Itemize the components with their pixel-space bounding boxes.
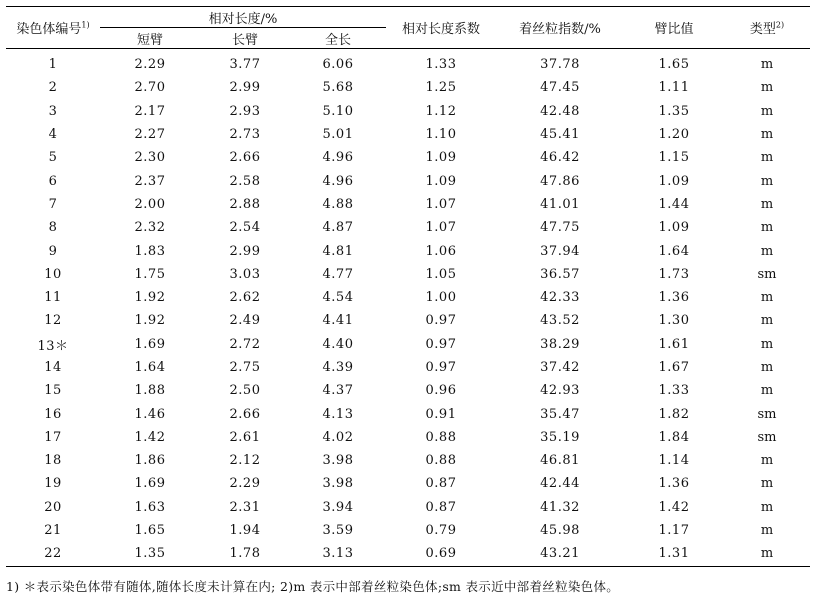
cell-long-arm: 2.75 [229,360,261,375]
cell-chromosome-no: 10 [44,266,62,282]
cell-long-arm: 2.61 [229,429,261,445]
cell-relative-length-coefficient: 1.25 [425,80,457,96]
cell-short-arm: 1.92 [134,313,166,329]
cell-arm-ratio: 1.09 [658,173,690,189]
table-row [6,49,810,77]
cell-short-arm: 1.65 [134,523,166,539]
cell-centromeric-index: 37.42 [540,360,580,375]
cell-relative-length-coefficient: 1.05 [425,266,457,282]
cell-arm-ratio: 1.82 [658,406,690,422]
cell-centromeric-index: 47.86 [540,173,580,189]
cell-total-length: 4.54 [322,290,354,306]
cell-centromeric-index: 45.41 [540,127,580,143]
cell-type: m [760,523,774,539]
cell-arm-ratio: 1.09 [658,220,690,236]
cell-chromosome-no: 9 [48,243,58,259]
cell-long-arm: 2.50 [229,383,261,399]
table-header [6,7,810,49]
cell-centromeric-index: 38.29 [540,336,580,352]
cell-chromosome-no: 16 [44,406,62,422]
cell-arm-ratio: 1.61 [658,336,690,352]
cell-centromeric-index: 45.98 [540,523,580,539]
cell-short-arm: 2.32 [134,220,166,236]
cell-centromeric-index: 46.81 [540,453,580,469]
table-row [6,146,810,169]
cell-type: m [760,476,774,492]
cell-chromosome-no: 7 [48,196,58,212]
cell-centromeric-index: 37.78 [540,57,580,73]
cell-chromosome-no: 22 [6,542,100,566]
cell-short-arm: 2.29 [134,57,166,73]
table-body [6,49,810,567]
cell-relative-length-coefficient: 1.09 [425,173,457,189]
cell-centromeric-index: 43.21 [496,542,624,566]
cell-total-length: 3.98 [322,476,354,492]
header-centromeric-index: 着丝粒指数/% [496,7,624,49]
cell-arm-ratio: 1.64 [658,243,690,259]
cell-type: m [760,453,774,469]
cell-relative-length-coefficient: 0.87 [425,476,457,492]
cell-total-length: 4.02 [322,429,354,445]
cell-long-arm: 2.12 [229,453,261,469]
cell-short-arm: 1.46 [134,406,166,422]
cell-short-arm: 2.00 [134,196,166,212]
header-total-length: 全长 [290,28,386,49]
cell-centromeric-index: 47.75 [540,220,580,236]
cell-long-arm: 2.66 [229,150,261,166]
cell-long-arm: 1.94 [229,523,261,539]
cell-relative-length-coefficient: 1.10 [425,127,457,143]
cell-centromeric-index: 47.45 [540,80,580,96]
header-arm-ratio: 臂比值 [624,7,724,49]
cell-chromosome-no: 8 [48,220,58,236]
cell-type: m [760,383,774,399]
cell-arm-ratio: 1.67 [658,360,690,375]
table-row [6,216,810,239]
cell-short-arm: 1.35 [100,542,200,566]
table-row [6,542,810,566]
cell-short-arm: 2.70 [134,80,166,96]
cell-centromeric-index: 43.52 [540,313,580,329]
cell-total-length: 4.96 [322,173,354,189]
cell-type: m [760,80,774,96]
cell-chromosome-no: 5 [48,150,58,166]
table-row [6,472,810,495]
cell-total-length: 3.98 [322,453,354,469]
cell-total-length: 5.10 [322,103,354,119]
cell-type: m [760,57,774,73]
cell-long-arm: 2.62 [229,290,261,306]
header-relative-length-group: 相对长度/% [100,7,386,28]
cell-type: m [760,243,774,259]
cell-total-length: 4.96 [322,150,354,166]
cell-arm-ratio: 1.30 [658,313,690,329]
header-chromosome-no-label: 染色体编号 [16,22,82,37]
cell-relative-length-coefficient: 0.96 [425,383,457,399]
cell-chromosome-no: 18 [44,453,62,469]
table-row [6,309,810,332]
table-row [6,426,810,449]
table-row [6,356,810,379]
cell-chromosome-no: 19 [44,476,62,492]
cell-total-length: 4.77 [322,266,354,282]
cell-relative-length-coefficient: 1.07 [425,220,457,236]
cell-chromosome-no: 17 [44,429,62,445]
cell-relative-length-coefficient: 1.09 [425,150,457,166]
cell-centromeric-index: 36.57 [540,266,580,282]
cell-total-length: 4.40 [322,336,354,352]
cell-centromeric-index: 35.47 [540,406,580,422]
table-row [6,169,810,192]
cell-relative-length-coefficient: 1.33 [425,57,457,73]
cell-centromeric-index: 41.32 [540,499,580,515]
cell-short-arm: 1.75 [134,266,166,282]
cell-total-length: 3.59 [322,523,354,539]
cell-long-arm: 2.49 [229,313,261,329]
cell-relative-length-coefficient: 0.69 [386,542,496,566]
cell-arm-ratio: 1.36 [658,476,690,492]
cell-type: sm [757,266,777,282]
cell-short-arm: 2.37 [134,173,166,189]
cell-arm-ratio: 1.20 [658,127,690,143]
cell-long-arm: 2.29 [229,476,261,492]
header-type-sup: 2) [775,20,785,30]
cell-arm-ratio: 1.14 [658,453,690,469]
cell-relative-length-coefficient: 0.87 [425,499,457,515]
cell-arm-ratio: 1.42 [658,499,690,515]
cell-long-arm: 2.99 [229,243,261,259]
cell-centromeric-index: 42.44 [540,476,580,492]
cell-total-length: 4.39 [322,360,354,375]
header-type-label: 类型 [749,22,776,37]
cell-long-arm: 2.58 [229,173,261,189]
cell-long-arm: 2.93 [229,103,261,119]
table-row [6,402,810,425]
cell-long-arm: 2.31 [229,499,261,515]
footnote: 1) ＊表示染色体带有随体,随体长度未计算在内; 2)m 表示中部着丝粒染色体;sm 表示近中部着丝粒染色体。 [6,579,620,594]
cell-centromeric-index: 46.42 [540,150,580,166]
cell-total-length: 6.06 [322,57,354,73]
cell-chromosome-no: 14 [44,360,62,375]
header-long-arm: 长臂 [200,28,290,49]
cell-long-arm: 3.77 [229,57,261,73]
table-row [6,379,810,402]
cell-total-length: 4.88 [322,196,354,212]
table-row [6,123,810,146]
cell-relative-length-coefficient: 1.07 [425,196,457,212]
cell-total-length: 4.13 [322,406,354,422]
cell-chromosome-no: 12 [44,313,62,329]
cell-type: m [760,290,774,306]
cell-long-arm: 1.78 [200,542,290,566]
cell-chromosome-no: 4 [48,127,58,143]
cell-chromosome-no: 6 [48,173,58,189]
cell-arm-ratio: 1.73 [658,266,690,282]
cell-long-arm: 2.88 [229,196,261,212]
cell-type: m [760,127,774,143]
cell-centromeric-index: 37.94 [540,243,580,259]
karyotype-table [6,6,810,567]
cell-chromosome-no: 13＊ [37,338,69,354]
cell-centromeric-index: 41.01 [540,196,580,212]
cell-short-arm: 1.64 [134,360,166,375]
cell-chromosome-no: 1 [48,57,58,73]
header-chromosome-no [6,7,100,49]
cell-relative-length-coefficient: 1.06 [425,243,457,259]
cell-centromeric-index: 42.48 [540,103,580,119]
table-row [6,193,810,216]
cell-total-length: 4.41 [322,313,354,329]
cell-chromosome-no: 20 [44,499,62,515]
cell-relative-length-coefficient: 1.12 [425,103,457,119]
cell-long-arm: 2.73 [229,127,261,143]
cell-arm-ratio: 1.44 [658,196,690,212]
cell-total-length: 3.94 [322,499,354,515]
cell-type: m [760,150,774,166]
header-short-arm: 短臂 [100,28,200,49]
table-row [6,286,810,309]
header-relative-length-coefficient: 相对长度系数 [386,7,496,49]
cell-type: m [760,360,774,375]
cell-short-arm: 1.83 [134,243,166,259]
table-row [6,76,810,99]
cell-type: sm [757,406,777,422]
cell-short-arm: 1.88 [134,383,166,399]
cell-chromosome-no: 11 [44,290,62,306]
cell-long-arm: 2.54 [229,220,261,236]
table-row [6,496,810,519]
cell-long-arm: 2.72 [229,336,261,352]
cell-short-arm: 1.86 [134,453,166,469]
cell-arm-ratio: 1.17 [658,523,690,539]
cell-arm-ratio: 1.31 [624,542,724,566]
cell-total-length: 4.81 [322,243,354,259]
table-row [6,333,810,356]
cell-arm-ratio: 1.65 [658,57,690,73]
cell-type: m [760,103,774,119]
cell-short-arm: 1.69 [134,336,166,352]
cell-relative-length-coefficient: 0.88 [425,429,457,445]
cell-relative-length-coefficient: 1.00 [425,290,457,306]
table-row [6,449,810,472]
cell-arm-ratio: 1.11 [658,80,690,96]
cell-arm-ratio: 1.35 [658,103,690,119]
cell-type: m [760,313,774,329]
cell-long-arm: 3.03 [229,266,261,282]
header-chromosome-no-sup: 1) [81,20,90,30]
cell-total-length: 3.13 [290,542,386,566]
cell-short-arm: 1.92 [134,290,166,306]
cell-chromosome-no: 15 [44,383,62,399]
cell-total-length: 5.01 [322,127,354,143]
table-row [6,239,810,262]
cell-long-arm: 2.66 [229,406,261,422]
cell-relative-length-coefficient: 0.97 [425,313,457,329]
cell-relative-length-coefficient: 0.97 [425,360,457,375]
table-row [6,100,810,123]
cell-short-arm: 2.30 [134,150,166,166]
cell-centromeric-index: 42.33 [540,290,580,306]
cell-relative-length-coefficient: 0.88 [425,453,457,469]
cell-arm-ratio: 1.84 [658,429,690,445]
cell-total-length: 4.37 [322,383,354,399]
cell-arm-ratio: 1.36 [658,290,690,306]
table-row [6,519,810,542]
cell-type: m [760,173,774,189]
cell-total-length: 4.87 [322,220,354,236]
cell-arm-ratio: 1.15 [658,150,690,166]
cell-relative-length-coefficient: 0.97 [425,336,457,352]
cell-chromosome-no: 3 [48,103,58,119]
cell-total-length: 5.68 [322,80,354,96]
cell-chromosome-no: 21 [44,523,62,539]
cell-short-arm: 2.27 [134,127,166,143]
karyotype-table-container [6,6,810,567]
cell-type: m [760,336,774,352]
cell-short-arm: 1.42 [134,429,166,445]
cell-type: m [760,220,774,236]
cell-long-arm: 2.99 [229,80,261,96]
cell-type: m [760,196,774,212]
cell-type: m [760,499,774,515]
cell-short-arm: 1.63 [134,499,166,515]
cell-arm-ratio: 1.33 [658,383,690,399]
cell-chromosome-no: 2 [48,80,58,96]
table-row [6,263,810,286]
cell-short-arm: 1.69 [134,476,166,492]
header-type [724,7,810,49]
cell-short-arm: 2.17 [134,103,166,119]
cell-centromeric-index: 42.93 [540,383,580,399]
cell-relative-length-coefficient: 0.79 [425,523,457,539]
cell-relative-length-coefficient: 0.91 [425,406,457,422]
cell-centromeric-index: 35.19 [540,429,580,445]
cell-type: m [724,542,810,566]
cell-type: sm [757,429,777,445]
